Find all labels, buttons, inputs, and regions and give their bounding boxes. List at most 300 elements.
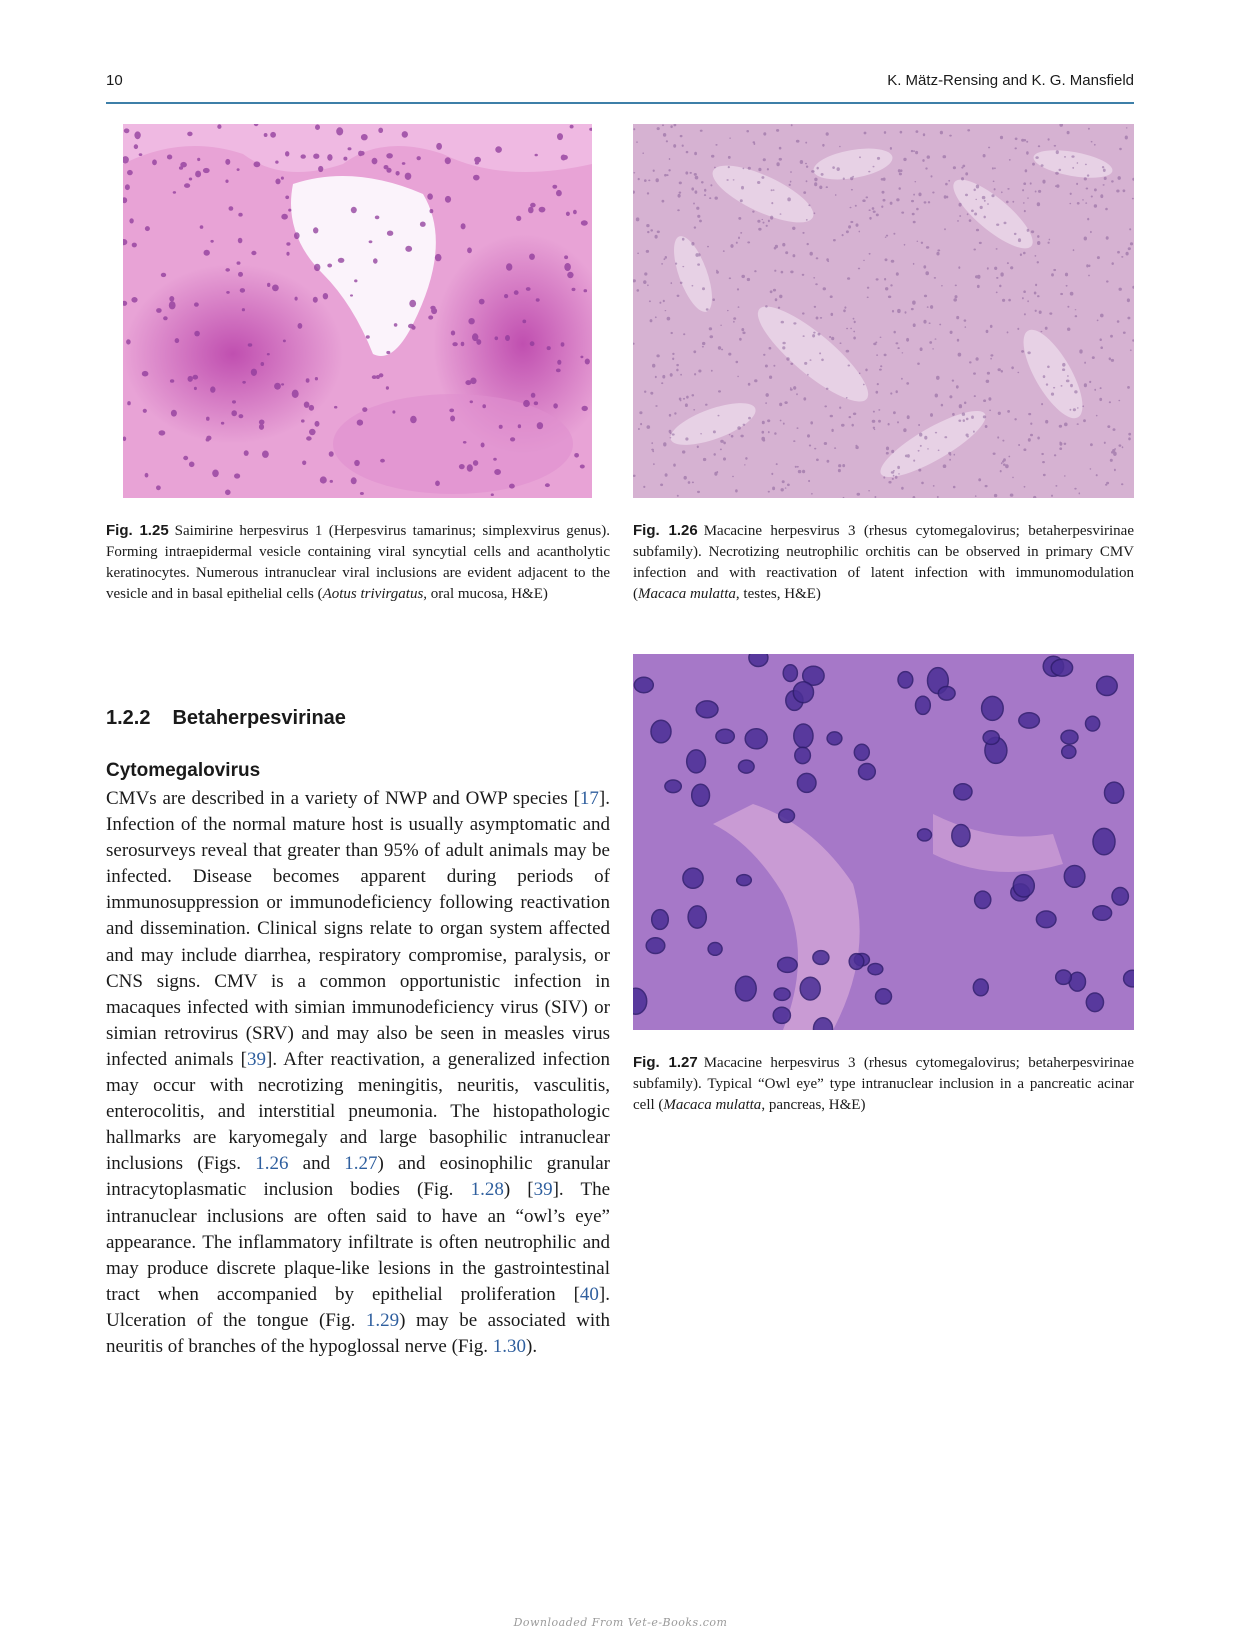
figure-1-27-caption: Fig. 1.27 Macacine herpesvirus 3 (rhesus cytomegalovirus; betaherpesvirinae subfamily). Typical “Owl eye” type intranuclear inclusion in a pancreatic acinar cell (Macaca mulatta, pancreas, H&E) bbox=[633, 1054, 1134, 1113]
cell-nucleus bbox=[1035, 191, 1037, 193]
cell-nucleus bbox=[656, 354, 659, 357]
cell-nucleus bbox=[556, 369, 561, 373]
cell-nucleus bbox=[820, 317, 822, 319]
cell-nucleus bbox=[803, 335, 805, 337]
cell-nucleus bbox=[417, 156, 421, 160]
cell-nucleus bbox=[553, 403, 558, 408]
cell-nucleus bbox=[574, 453, 579, 458]
cell-nucleus bbox=[1024, 313, 1026, 315]
cell-nucleus bbox=[985, 425, 988, 428]
cell-nucleus bbox=[765, 305, 768, 307]
cell-nucleus bbox=[904, 244, 906, 246]
figure-link[interactable]: 1.27 bbox=[344, 1153, 378, 1175]
cell-nucleus bbox=[275, 161, 278, 164]
cell-nucleus bbox=[1030, 423, 1032, 425]
cell-nucleus bbox=[955, 295, 958, 298]
figure-link[interactable]: 1.29 bbox=[365, 1309, 400, 1331]
cell-nucleus bbox=[897, 309, 901, 313]
citation-link[interactable]: 17 bbox=[579, 788, 599, 809]
cell-nucleus bbox=[886, 447, 889, 451]
cell-nucleus bbox=[1127, 298, 1130, 302]
cell-nucleus bbox=[180, 162, 187, 168]
cell-nucleus bbox=[386, 168, 391, 173]
cell-nucleus bbox=[814, 448, 816, 450]
cell-nucleus bbox=[869, 209, 871, 211]
cell-nucleus bbox=[733, 317, 736, 320]
cell-nucleus bbox=[927, 155, 930, 158]
cell-nucleus bbox=[890, 202, 893, 205]
cell-nucleus bbox=[633, 172, 635, 173]
cell-nucleus bbox=[1125, 136, 1128, 140]
cell-nucleus bbox=[134, 131, 140, 139]
cell-nucleus bbox=[1103, 169, 1106, 172]
cell-nucleus bbox=[827, 732, 842, 745]
cell-nucleus bbox=[941, 285, 943, 286]
cell-nucleus bbox=[769, 376, 772, 379]
cell-nucleus bbox=[644, 179, 647, 182]
cell-nucleus bbox=[306, 378, 310, 382]
cell-nucleus bbox=[644, 391, 646, 393]
cell-nucleus bbox=[940, 131, 943, 135]
cell-nucleus bbox=[747, 241, 750, 243]
cell-nucleus bbox=[1070, 409, 1072, 411]
cell-nucleus bbox=[938, 450, 940, 452]
cell-nucleus bbox=[670, 373, 673, 377]
cell-nucleus bbox=[655, 376, 657, 378]
cell-nucleus bbox=[1128, 433, 1131, 436]
cell-nucleus bbox=[814, 306, 816, 308]
figure-link[interactable]: 1.30 bbox=[492, 1335, 527, 1357]
cell-nucleus bbox=[897, 466, 900, 469]
cell-nucleus bbox=[783, 423, 785, 425]
cell-nucleus bbox=[901, 212, 904, 214]
cell-nucleus bbox=[283, 340, 286, 343]
cell-nucleus bbox=[662, 375, 665, 379]
cell-nucleus bbox=[720, 449, 722, 451]
cell-nucleus bbox=[691, 187, 694, 190]
cell-nucleus bbox=[679, 182, 682, 185]
cell-nucleus bbox=[793, 322, 796, 324]
cell-nucleus bbox=[445, 196, 451, 203]
cell-nucleus bbox=[920, 445, 922, 447]
cell-nucleus bbox=[163, 316, 168, 320]
cell-nucleus bbox=[203, 168, 210, 173]
cell-nucleus bbox=[715, 197, 718, 200]
cell-nucleus bbox=[169, 296, 174, 302]
cell-nucleus bbox=[567, 272, 573, 278]
cell-nucleus bbox=[913, 323, 916, 327]
cell-nucleus bbox=[301, 154, 306, 158]
cell-nucleus bbox=[1027, 300, 1029, 302]
cell-nucleus bbox=[843, 178, 845, 180]
cell-nucleus bbox=[890, 392, 892, 394]
cell-nucleus bbox=[206, 417, 210, 421]
cell-nucleus bbox=[839, 146, 841, 148]
cell-nucleus bbox=[863, 260, 865, 261]
cell-nucleus bbox=[636, 141, 638, 143]
cell-nucleus bbox=[254, 161, 261, 167]
cell-nucleus bbox=[731, 435, 734, 438]
cell-nucleus bbox=[1094, 144, 1096, 146]
cell-nucleus bbox=[677, 295, 680, 297]
cell-nucleus bbox=[131, 297, 137, 303]
cell-nucleus bbox=[197, 158, 200, 161]
cell-nucleus bbox=[1001, 370, 1003, 373]
cell-nucleus bbox=[973, 249, 976, 251]
cell-nucleus bbox=[650, 229, 653, 231]
cell-nucleus bbox=[238, 272, 243, 277]
cell-nucleus bbox=[766, 225, 768, 227]
cell-nucleus bbox=[281, 214, 288, 220]
cell-nucleus bbox=[366, 335, 370, 338]
cell-nucleus bbox=[281, 383, 284, 385]
cell-nucleus bbox=[881, 178, 884, 181]
cell-nucleus bbox=[210, 240, 213, 243]
cell-nucleus bbox=[334, 406, 337, 409]
cell-nucleus bbox=[1117, 320, 1120, 323]
cell-nucleus bbox=[189, 462, 195, 468]
cell-nucleus bbox=[372, 375, 377, 379]
cell-nucleus bbox=[1074, 390, 1077, 393]
cell-nucleus bbox=[973, 372, 976, 374]
cell-nucleus bbox=[935, 432, 937, 434]
cell-nucleus bbox=[758, 168, 761, 172]
cell-nucleus bbox=[710, 335, 714, 338]
cell-nucleus bbox=[152, 159, 157, 165]
cell-nucleus bbox=[248, 343, 253, 346]
cell-nucleus bbox=[859, 373, 861, 375]
cell-nucleus bbox=[1014, 233, 1017, 235]
cell-nucleus bbox=[259, 424, 264, 430]
cell-nucleus bbox=[1035, 255, 1037, 257]
cell-nucleus bbox=[1077, 162, 1079, 164]
cell-nucleus bbox=[711, 155, 714, 158]
figure-label: Fig. 1.27 bbox=[633, 1054, 698, 1071]
cell-nucleus bbox=[862, 199, 865, 202]
cell-nucleus bbox=[936, 252, 939, 256]
cell-nucleus bbox=[672, 353, 674, 355]
cell-nucleus bbox=[518, 424, 521, 428]
citation-link[interactable]: 39 bbox=[247, 1048, 266, 1070]
cell-nucleus bbox=[700, 130, 703, 132]
cell-nucleus bbox=[918, 469, 921, 472]
cell-nucleus bbox=[145, 473, 149, 478]
cell-nucleus bbox=[976, 357, 979, 361]
cell-nucleus bbox=[810, 359, 812, 361]
cell-nucleus bbox=[1105, 208, 1108, 211]
cell-nucleus bbox=[649, 300, 651, 302]
cell-nucleus bbox=[682, 238, 685, 241]
figure-link[interactable]: 1.26 bbox=[255, 1153, 289, 1175]
cell-nucleus bbox=[652, 364, 655, 368]
cell-nucleus bbox=[939, 324, 941, 326]
cell-nucleus bbox=[638, 428, 640, 430]
cell-nucleus bbox=[188, 376, 193, 382]
cell-nucleus bbox=[883, 476, 885, 478]
cell-nucleus bbox=[436, 143, 442, 150]
cell-nucleus bbox=[803, 397, 806, 400]
cell-nucleus bbox=[809, 445, 811, 447]
cell-nucleus bbox=[790, 171, 792, 173]
cell-nucleus bbox=[989, 410, 991, 412]
cell-nucleus bbox=[1049, 312, 1052, 314]
cell-nucleus bbox=[745, 729, 767, 749]
cell-nucleus bbox=[286, 252, 289, 256]
cell-nucleus bbox=[682, 450, 685, 453]
cell-nucleus bbox=[957, 339, 959, 342]
cell-nucleus bbox=[1126, 252, 1129, 256]
cell-nucleus bbox=[973, 979, 988, 996]
cell-nucleus bbox=[761, 437, 765, 441]
citation-link[interactable]: 40 bbox=[579, 1283, 599, 1305]
cell-nucleus bbox=[671, 332, 673, 334]
cell-nucleus bbox=[124, 128, 130, 133]
cell-nucleus bbox=[784, 401, 787, 404]
cell-nucleus bbox=[859, 156, 861, 158]
cell-nucleus bbox=[918, 424, 920, 426]
cell-nucleus bbox=[994, 267, 997, 270]
cell-nucleus bbox=[933, 485, 935, 487]
cell-nucleus bbox=[711, 370, 713, 372]
cell-nucleus bbox=[952, 825, 970, 847]
cell-nucleus bbox=[974, 395, 976, 397]
cell-nucleus bbox=[924, 436, 927, 440]
cell-nucleus bbox=[888, 481, 891, 484]
cell-nucleus bbox=[348, 147, 352, 150]
cell-nucleus bbox=[971, 416, 974, 419]
cell-nucleus bbox=[745, 457, 747, 460]
cell-nucleus bbox=[1119, 148, 1122, 150]
cell-nucleus bbox=[919, 433, 922, 437]
cell-nucleus bbox=[911, 200, 914, 202]
cell-nucleus bbox=[741, 186, 744, 190]
citation-link[interactable]: 39 bbox=[533, 1179, 553, 1201]
cell-nucleus bbox=[927, 448, 929, 449]
cell-nucleus bbox=[646, 224, 649, 227]
cell-nucleus bbox=[996, 248, 998, 250]
cell-nucleus bbox=[313, 227, 318, 233]
cell-nucleus bbox=[169, 301, 176, 309]
cell-nucleus bbox=[1090, 468, 1092, 470]
cell-nucleus bbox=[824, 405, 827, 407]
cell-nucleus bbox=[713, 430, 716, 433]
cell-nucleus bbox=[792, 227, 795, 230]
cell-nucleus bbox=[912, 301, 916, 305]
cell-nucleus bbox=[1042, 461, 1045, 463]
cell-nucleus bbox=[1026, 141, 1028, 143]
cell-nucleus bbox=[936, 376, 940, 380]
cell-nucleus bbox=[721, 349, 723, 351]
cell-nucleus bbox=[844, 306, 846, 308]
cell-nucleus bbox=[949, 459, 951, 461]
cell-nucleus bbox=[865, 369, 867, 372]
figure-link[interactable]: 1.28 bbox=[470, 1179, 504, 1201]
cell-nucleus bbox=[776, 129, 779, 132]
cell-nucleus bbox=[742, 332, 745, 335]
cell-nucleus bbox=[564, 263, 571, 271]
cell-nucleus bbox=[1090, 443, 1093, 446]
cell-nucleus bbox=[251, 369, 257, 376]
cell-nucleus bbox=[386, 153, 393, 158]
cell-nucleus bbox=[774, 270, 776, 272]
cell-nucleus bbox=[878, 420, 881, 423]
cell-nucleus bbox=[811, 493, 813, 495]
cell-nucleus bbox=[125, 184, 130, 190]
cell-nucleus bbox=[171, 410, 177, 417]
cell-nucleus bbox=[875, 342, 877, 344]
cell-nucleus bbox=[962, 413, 965, 416]
cell-nucleus bbox=[156, 485, 161, 490]
cell-nucleus bbox=[806, 180, 808, 182]
cell-nucleus bbox=[886, 452, 889, 455]
cell-nucleus bbox=[267, 283, 270, 287]
cell-nucleus bbox=[539, 207, 546, 213]
cell-nucleus bbox=[173, 191, 176, 194]
cell-nucleus bbox=[916, 696, 931, 714]
cell-nucleus bbox=[935, 394, 938, 398]
cell-nucleus bbox=[1094, 204, 1097, 207]
cell-nucleus bbox=[295, 297, 298, 301]
cell-nucleus bbox=[913, 263, 915, 265]
cell-nucleus bbox=[775, 298, 778, 301]
cell-nucleus bbox=[1089, 381, 1091, 383]
cell-nucleus bbox=[918, 193, 921, 197]
cell-nucleus bbox=[854, 744, 869, 760]
cell-nucleus bbox=[651, 720, 671, 743]
cell-nucleus bbox=[206, 438, 210, 442]
cell-nucleus bbox=[1000, 470, 1002, 472]
cell-nucleus bbox=[782, 243, 785, 247]
cell-nucleus bbox=[302, 461, 306, 466]
cell-nucleus bbox=[663, 300, 665, 302]
cell-nucleus bbox=[808, 480, 810, 482]
cell-nucleus bbox=[671, 282, 673, 284]
cell-nucleus bbox=[704, 194, 706, 196]
cell-nucleus bbox=[935, 338, 937, 339]
cell-nucleus bbox=[1111, 180, 1114, 182]
cell-nucleus bbox=[780, 420, 782, 422]
cell-nucleus bbox=[134, 144, 138, 149]
cell-nucleus bbox=[980, 206, 983, 209]
cell-nucleus bbox=[943, 155, 947, 158]
cell-nucleus bbox=[156, 308, 162, 313]
cell-nucleus bbox=[1017, 328, 1019, 330]
cell-nucleus bbox=[509, 484, 515, 489]
cell-nucleus bbox=[327, 154, 332, 161]
cell-nucleus bbox=[813, 951, 829, 965]
cell-nucleus bbox=[1067, 131, 1070, 134]
cell-nucleus bbox=[683, 868, 703, 888]
cell-nucleus bbox=[813, 277, 815, 279]
cell-nucleus bbox=[975, 495, 977, 497]
cell-nucleus bbox=[718, 415, 720, 417]
cell-nucleus bbox=[986, 330, 989, 333]
cell-nucleus bbox=[956, 385, 959, 388]
cell-nucleus bbox=[1002, 299, 1005, 302]
cell-nucleus bbox=[465, 380, 471, 385]
cell-nucleus bbox=[988, 147, 990, 149]
cell-nucleus bbox=[1069, 203, 1071, 205]
cell-nucleus bbox=[974, 213, 977, 216]
cell-nucleus bbox=[768, 220, 770, 223]
cell-nucleus bbox=[650, 392, 653, 395]
cell-nucleus bbox=[807, 374, 809, 376]
cell-nucleus bbox=[765, 402, 767, 404]
cell-nucleus bbox=[650, 319, 653, 322]
cell-nucleus bbox=[669, 414, 671, 417]
cell-nucleus bbox=[409, 300, 416, 308]
cell-nucleus bbox=[746, 130, 749, 132]
cell-nucleus bbox=[1001, 191, 1003, 193]
cell-nucleus bbox=[1086, 264, 1088, 267]
cell-nucleus bbox=[193, 375, 199, 380]
cell-nucleus bbox=[1086, 716, 1100, 731]
cell-nucleus bbox=[1001, 462, 1003, 464]
cell-nucleus bbox=[710, 184, 712, 186]
cell-nucleus bbox=[251, 251, 256, 255]
cell-nucleus bbox=[1014, 418, 1016, 420]
cell-nucleus bbox=[816, 257, 819, 259]
cell-nucleus bbox=[831, 337, 834, 341]
cell-nucleus bbox=[996, 224, 999, 226]
cell-nucleus bbox=[1067, 375, 1069, 377]
cell-nucleus bbox=[984, 216, 986, 219]
cell-nucleus bbox=[1092, 356, 1095, 359]
cell-nucleus bbox=[993, 181, 995, 183]
cell-nucleus bbox=[859, 231, 861, 233]
cell-nucleus bbox=[772, 487, 775, 491]
cell-nucleus bbox=[838, 464, 841, 467]
cell-nucleus bbox=[973, 431, 975, 433]
cell-nucleus bbox=[637, 253, 639, 255]
cell-nucleus bbox=[1055, 172, 1059, 175]
cell-nucleus bbox=[899, 173, 902, 176]
cell-nucleus bbox=[373, 258, 378, 263]
cell-nucleus bbox=[781, 271, 784, 274]
cell-nucleus bbox=[831, 429, 833, 432]
cell-nucleus bbox=[932, 192, 934, 194]
cell-nucleus bbox=[863, 384, 865, 386]
page-header bbox=[106, 72, 1134, 104]
cell-nucleus bbox=[506, 263, 512, 270]
cell-nucleus bbox=[655, 405, 657, 407]
cell-nucleus bbox=[793, 254, 796, 257]
cell-nucleus bbox=[763, 158, 766, 161]
cell-nucleus bbox=[953, 166, 956, 169]
cell-nucleus bbox=[267, 353, 270, 355]
cell-nucleus bbox=[855, 205, 857, 207]
cell-nucleus bbox=[987, 372, 990, 375]
cell-nucleus bbox=[873, 211, 876, 213]
cell-nucleus bbox=[561, 155, 567, 161]
cell-nucleus bbox=[857, 493, 861, 496]
cell-nucleus bbox=[748, 383, 751, 386]
cell-nucleus bbox=[921, 242, 923, 244]
cell-nucleus bbox=[959, 203, 962, 207]
cell-nucleus bbox=[757, 220, 760, 223]
cell-nucleus bbox=[727, 310, 729, 311]
cell-nucleus bbox=[827, 261, 829, 263]
cell-nucleus bbox=[1074, 488, 1076, 490]
cell-nucleus bbox=[329, 451, 334, 457]
cell-nucleus bbox=[789, 184, 791, 186]
cell-nucleus bbox=[896, 272, 899, 276]
cell-nucleus bbox=[1024, 486, 1026, 488]
cell-nucleus bbox=[1118, 176, 1121, 180]
cell-nucleus bbox=[633, 128, 635, 130]
cell-nucleus bbox=[868, 490, 870, 491]
cell-nucleus bbox=[996, 292, 998, 294]
